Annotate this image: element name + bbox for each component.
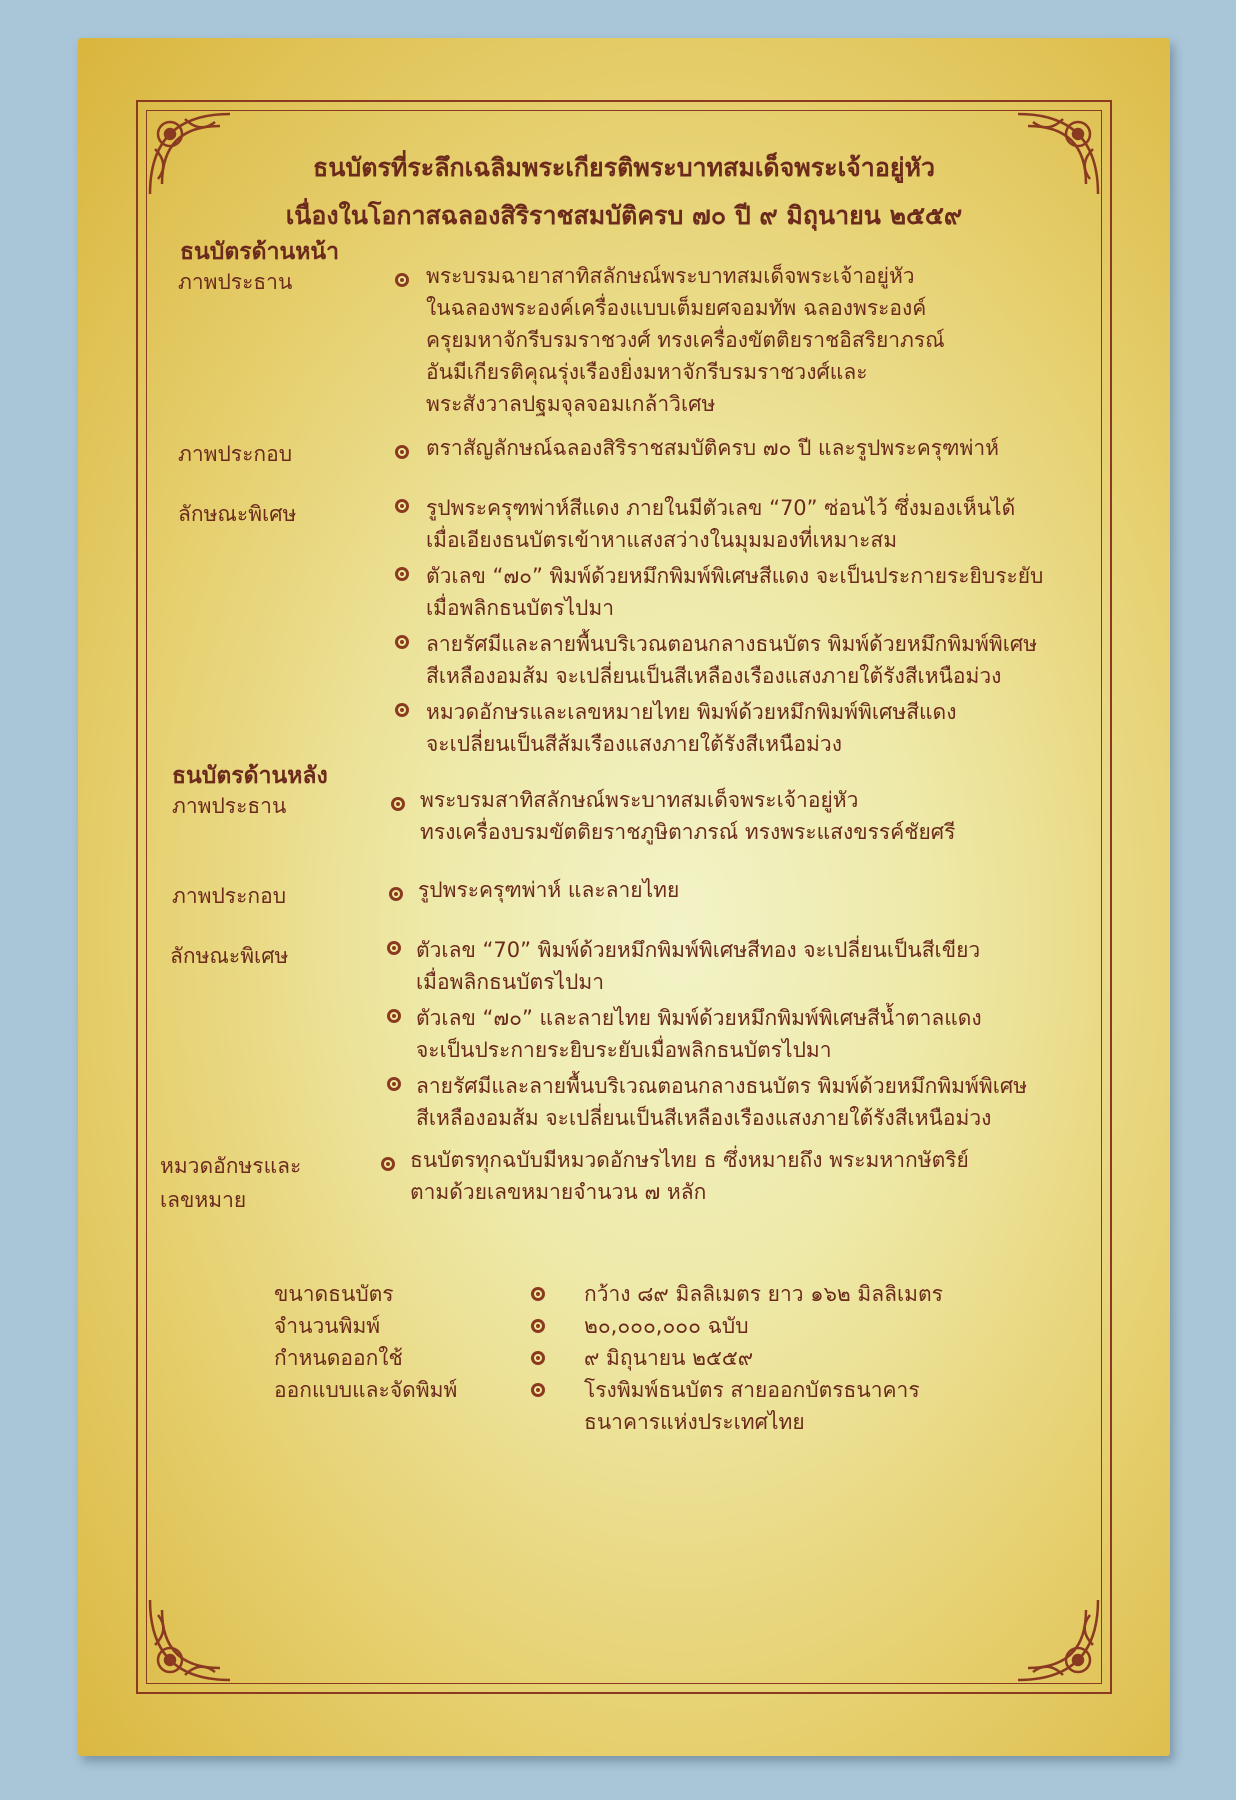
spec-value: ๙ มิถุนายน ๒๕๕๙ [584,1346,754,1370]
title-line-2: เนื่องในโอกาสฉลองสิริราชสมบัติครบ ๗๐ ปี ๙ มิถุนายน ๒๕๕๙ [285,201,963,230]
back-main-line: ทรงเครื่องบรมขัตติยราชภูษิตาภรณ์ ทรงพระแสงขรรค์ชัยศรี [420,820,956,844]
bullet-icon [394,498,410,514]
front-special-line: เมื่อเอียงธนบัตรเข้าหาแสงสว่างในมุมมองที่เหมาะสม [426,528,898,552]
front-main-label: ภาพประธาน [178,270,293,294]
front-heading: ธนบัตรด้านหน้า [180,239,340,265]
back-special-line: เมื่อพลิกธนบัตรไปมา [416,970,605,994]
back-sub-line: รูปพระครุฑพ่าห์ และลายไทย [418,878,680,902]
spec-value: กว้าง ๘๙ มิลลิเมตร ยาว ๑๖๒ มิลลิเมตร [584,1282,943,1306]
bullet-icon [530,1318,546,1334]
back-heading: ธนบัตรด้านหลัง [172,763,328,789]
front-special-line: เมื่อพลิกธนบัตรไปมา [426,596,615,620]
back-special-line: จะเป็นประกายระยิบระยับเมื่อพลิกธนบัตรไปมา [416,1038,832,1062]
spec-value: โรงพิมพ์ธนบัตร สายออกบัตรธนาคาร [584,1378,920,1402]
front-special-line: สีเหลืองอมส้ม จะเปลี่ยนเป็นสีเหลืองเรืองแสงภายใต้รังสีเหนือม่วง [426,664,1002,688]
front-special-line: รูปพระครุฑพ่าห์สีแดง ภายในมีตัวเลข “70” ซ่อนไว้ ซึ่งมองเห็นได้ [426,496,1016,520]
front-special-line: จะเปลี่ยนเป็นสีส้มเรืองแสงภายใต้รังสีเหนือม่วง [426,732,842,756]
corner-ornament-icon [140,1590,240,1690]
bullet-icon [394,444,410,460]
front-special-line: ตัวเลข “๗๐” พิมพ์ด้วยหมึกพิมพ์พิเศษสีแดง จะเป็นประกายระยิบระยับ [426,564,1044,588]
corner-ornament-icon [1008,1590,1108,1690]
front-special-line: หมวดอักษรและเลขหมายไทย พิมพ์ด้วยหมึกพิมพ์พิเศษสีแดง [426,700,957,724]
front-main-line: อันมีเกียรติคุณรุ่งเรืองยิ่งมหาจักรีบรมราชวงศ์และ [426,360,868,384]
bullet-icon [394,272,410,288]
bullet-icon [386,940,402,956]
title-line-1: ธนบัตรที่ระลึกเฉลิมพระเกียรติพระบาทสมเด็จพระเจ้าอยู่หัว [312,153,935,182]
back-main-line: พระบรมสาทิสลักษณ์พระบาทสมเด็จพระเจ้าอยู่หัว [420,788,859,812]
front-sub-label: ภาพประกอบ [178,442,293,466]
spec-value-2: ธนาคารแห่งประเทศไทย [584,1410,805,1434]
back-special-line: ตัวเลข “๗๐” และลายไทย พิมพ์ด้วยหมึกพิมพ์พิเศษสีน้ำตาลแดง [416,1006,982,1030]
spec-value: ๒๐,๐๐๐,๐๐๐ ฉบับ [584,1314,749,1338]
back-main-label: ภาพประธาน [172,794,287,818]
front-main-line: พระสังวาลปฐมจุลจอมเกล้าวิเศษ [426,392,716,416]
bullet-icon [530,1286,546,1302]
bullet-icon [386,1076,402,1092]
bullet-icon [530,1382,546,1398]
front-main-line: พระบรมฉายาสาทิสลักษณ์พระบาทสมเด็จพระเจ้าอยู่หัว [426,264,915,288]
front-main-line: ครุยมหาจักรีบรมราชวงศ์ ทรงเครื่องขัตติยราชอิสริยาภรณ์ [426,328,945,352]
bullet-icon [394,634,410,650]
serial-line: ตามด้วยเลขหมายจำนวน ๗ หลัก [410,1180,707,1204]
front-main-line: ในฉลองพระองค์เครื่องแบบเต็มยศจอมทัพ ฉลองพระองค์ [426,296,927,320]
bullet-icon [394,566,410,582]
back-special-line: ตัวเลข “70” พิมพ์ด้วยหมึกพิมพ์พิเศษสีทอง จะเปลี่ยนเป็นสีเขียว [416,938,981,962]
serial-line: ธนบัตรทุกฉบับมีหมวดอักษรไทย ธ ซึ่งหมายถึง พระมหากษัตริย์ [410,1148,969,1172]
commemorative-banknote-card [78,38,1170,1756]
serial-label-line-1: หมวดอักษรและ [160,1154,302,1178]
bullet-icon [530,1350,546,1366]
spec-label: กำหนดออกใช้ [274,1346,403,1370]
spec-label: ขนาดธนบัตร [274,1282,394,1306]
front-special-line: ลายรัศมีและลายพื้นบริเวณตอนกลางธนบัตร พิมพ์ด้วยหมึกพิมพ์พิเศษ [426,632,1038,656]
bullet-icon [390,796,406,812]
spec-label: ออกแบบและจัดพิมพ์ [274,1378,458,1402]
serial-label-line-2: เลขหมาย [160,1188,247,1212]
spec-label: จำนวนพิมพ์ [274,1314,381,1338]
bullet-icon [380,1156,396,1172]
front-sub-line: ตราสัญลักษณ์ฉลองสิริราชสมบัติครบ ๗๐ ปี และรูปพระครุฑพ่าห์ [426,436,999,460]
back-special-label: ลักษณะพิเศษ [170,944,289,968]
back-special-line: ลายรัศมีและลายพื้นบริเวณตอนกลางธนบัตร พิมพ์ด้วยหมึกพิมพ์พิเศษ [416,1074,1028,1098]
front-special-label: ลักษณะพิเศษ [178,502,297,526]
back-sub-label: ภาพประกอบ [172,884,287,908]
bullet-icon [388,886,404,902]
bullet-icon [386,1008,402,1024]
bullet-icon [394,702,410,718]
back-special-line: สีเหลืองอมส้ม จะเปลี่ยนเป็นสีเหลืองเรืองแสงภายใต้รังสีเหนือม่วง [416,1106,992,1130]
